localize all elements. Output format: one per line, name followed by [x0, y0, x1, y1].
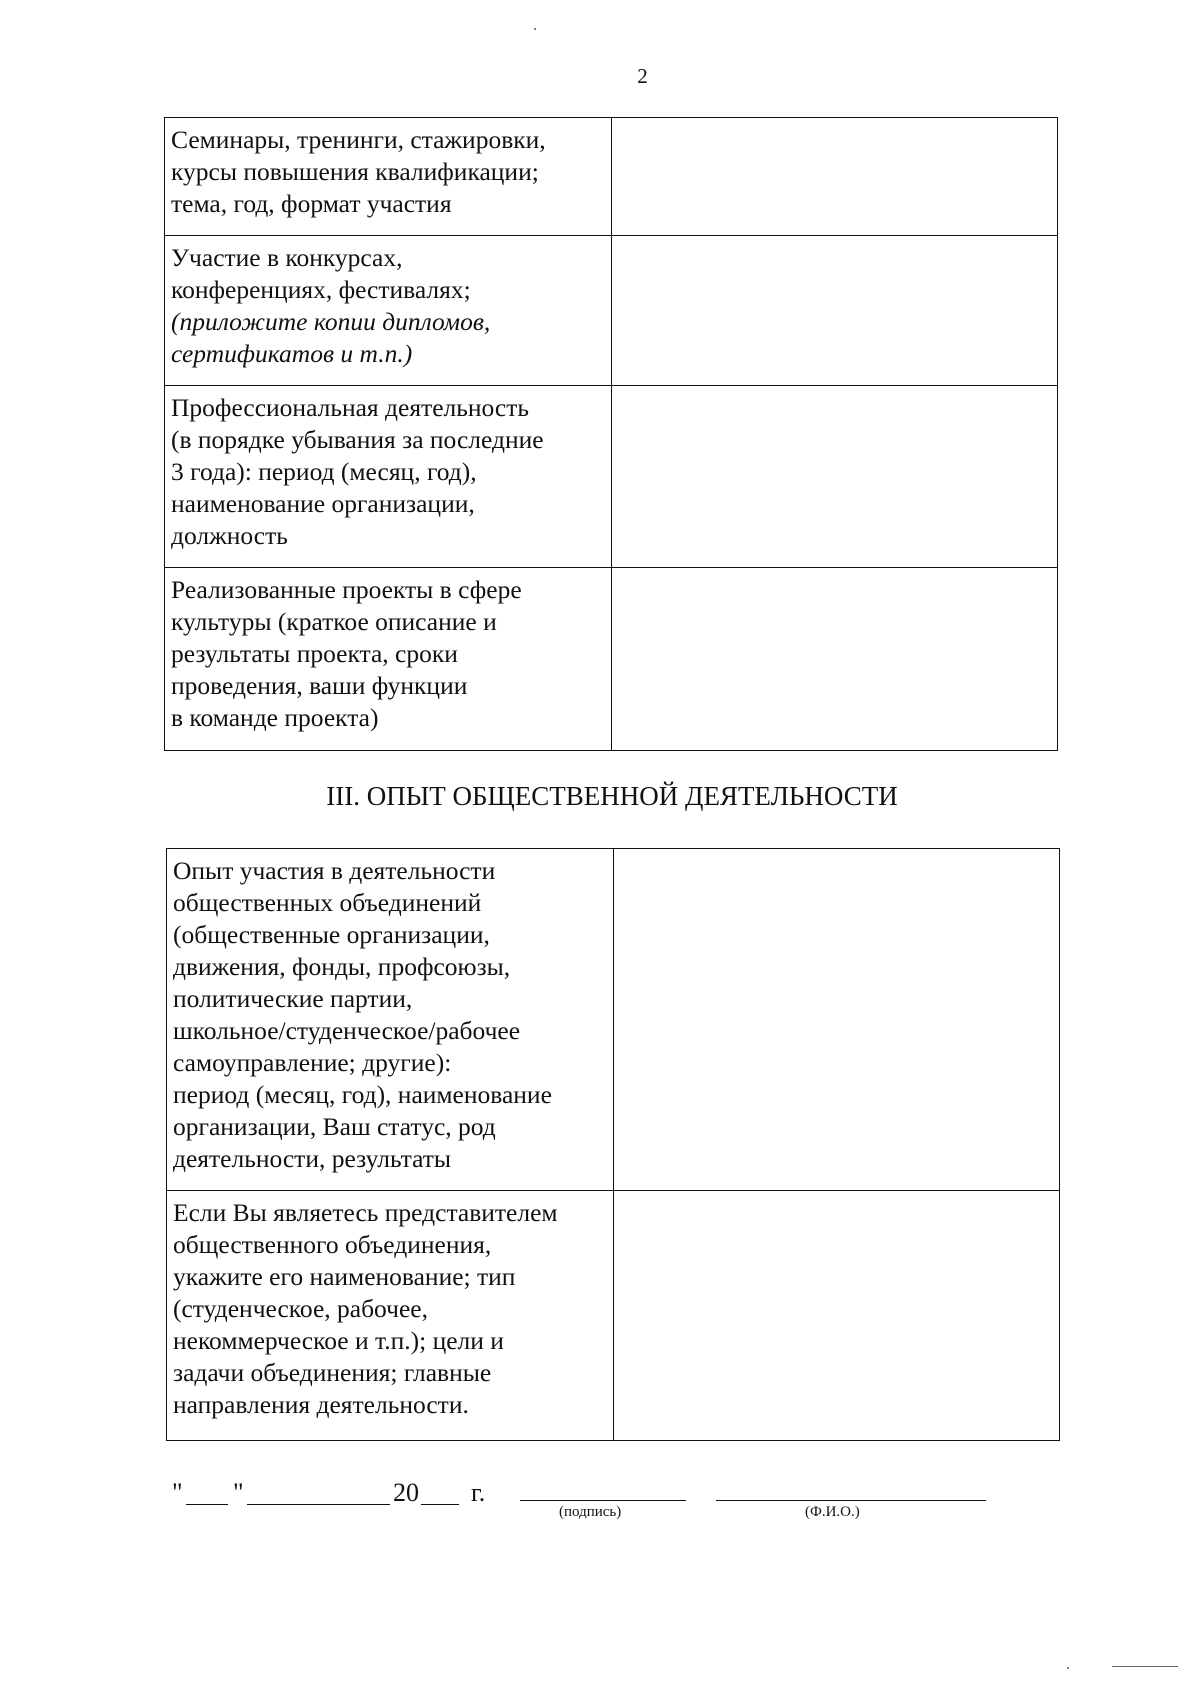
- label-professional: Профессиональная деятельность (в порядке убывания за последние 3 года): период (месяц, год), наименование организации, должность: [165, 386, 612, 568]
- table-row-projects: [165, 568, 1058, 751]
- label-projects: Реализованные проекты в сфере культуры (краткое описание и результаты проекта, сроки проведения, ваши функции в команде проекта): [165, 568, 612, 751]
- value-field-public-associations[interactable]: [614, 849, 1060, 1191]
- value-field-seminars[interactable]: [612, 118, 1058, 236]
- scan-speck: [1067, 1667, 1069, 1669]
- label-contests: Участие в конкурсах, конференциях, фестивалях; (приложите копии дипломов, сертификатов и т.п.): [165, 236, 612, 386]
- table-row-public-associations: [167, 849, 1060, 1191]
- date-quote-open: ": [172, 1478, 183, 1507]
- label-seminars: Семинары, тренинги, стажировки, курсы повышения квалификации; тема, год, формат участия: [165, 118, 612, 236]
- note-attach-copies: (приложите копии дипломов,: [171, 307, 491, 336]
- date-quote-close: ": [233, 1478, 244, 1507]
- table-row-contests: [165, 236, 1058, 386]
- table-row-representative: [167, 1191, 1060, 1441]
- value-field-projects[interactable]: [612, 568, 1058, 751]
- full-name-caption: (Ф.И.О.): [805, 1504, 860, 1520]
- label-representative: Если Вы являетесь представителем общественного объединения, укажите его наименование; тип (студенческое, рабочее, некоммерческое и т.п.); цели и задачи объединения; главные направления деятельности.: [167, 1191, 614, 1441]
- scan-margin-mark: [1112, 1666, 1178, 1667]
- value-field-professional[interactable]: [612, 386, 1058, 568]
- professional-activity-table: [164, 117, 1058, 751]
- note-certificates: сертификатов и т.п.): [171, 339, 413, 368]
- label-public-associations: Опыт участия в деятельности общественных объединений (общественные организации, движения, фонды, профсоюзы, политические партии, школьное/студенческое/рабочее самоуправление; другие): период (месяц, год), наименование организации, Ваш статус, род деятельности, результаты: [167, 849, 614, 1191]
- signature-caption: (подпись): [559, 1504, 622, 1520]
- section-heading: III. ОПЫТ ОБЩЕСТВЕННОЙ ДЕЯТЕЛЬНОСТИ: [326, 781, 898, 811]
- scan-speck: [534, 28, 536, 30]
- date-day-field[interactable]: [186, 1504, 228, 1505]
- full-name-field[interactable]: [716, 1500, 986, 1501]
- page-number: 2: [637, 64, 648, 88]
- date-year-field[interactable]: [421, 1504, 459, 1505]
- value-field-contests[interactable]: [612, 236, 1058, 386]
- public-activity-table: [166, 848, 1060, 1441]
- date-month-field[interactable]: [247, 1504, 390, 1505]
- value-field-representative[interactable]: [614, 1191, 1060, 1441]
- table-row-seminars: [165, 118, 1058, 236]
- date-year-suffix: г.: [471, 1478, 486, 1507]
- date-year-prefix: 20: [393, 1478, 419, 1507]
- table-row-professional: [165, 386, 1058, 568]
- signature-field[interactable]: [520, 1500, 686, 1501]
